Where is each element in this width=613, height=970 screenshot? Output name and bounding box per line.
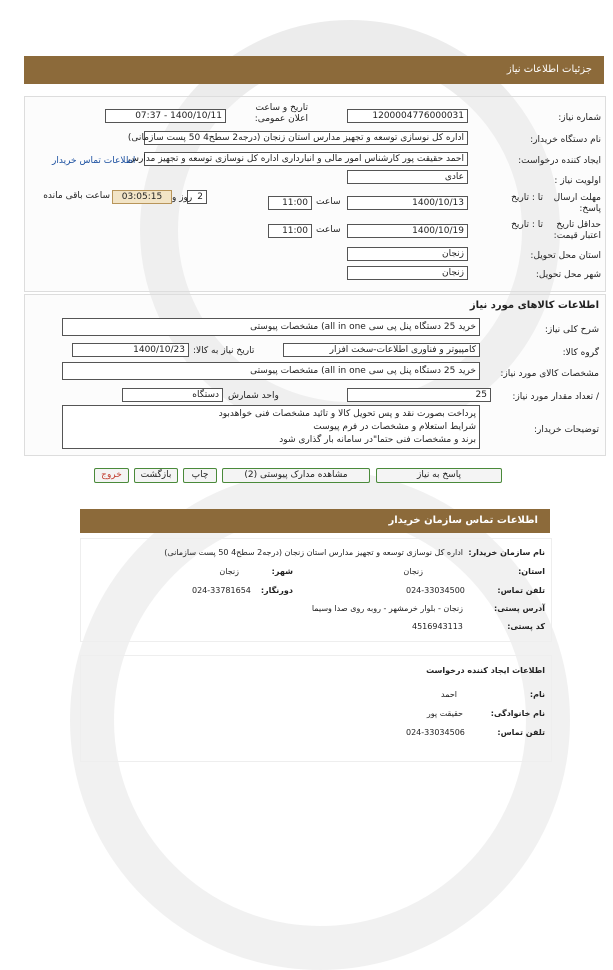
family-label: نام خانوادگی: <box>490 709 545 718</box>
deadline-time-label: ساعت <box>316 197 341 207</box>
creator-phone-label: تلفن تماس: <box>497 728 545 737</box>
print-button[interactable]: چاپ <box>183 468 217 483</box>
priority-label: اولویت نیاز : <box>554 176 601 186</box>
group-label: گروه کالا: <box>562 348 599 358</box>
postal-label: کد پستی: <box>507 622 545 631</box>
desc-line-3: برند و مشخصات فنی حتما"در سامانه بار گذاری شود <box>279 435 476 445</box>
city-contact-label: شهر: <box>271 567 293 576</box>
priority-field[interactable]: عادی <box>347 170 468 184</box>
group-field[interactable]: کامپیوتر و فناوری اطلاعات-سخت افزار <box>283 343 480 357</box>
goods-section-title: اطلاعات کالاهای مورد نیاز <box>469 300 599 311</box>
spec-field[interactable]: خرید 25 دستگاه پنل پی سی all in one) مشخصات پیوستی <box>62 362 480 380</box>
need-date-field[interactable]: 1400/10/23 <box>72 343 189 357</box>
org-label: نام سازمان خریدار: <box>468 548 545 557</box>
remaining-label: ساعت باقی مانده <box>43 191 110 201</box>
need-number-field[interactable]: 1200004776000031 <box>347 109 468 123</box>
announce-label: تاریخ و ساعت اعلان عمومی: <box>254 103 308 124</box>
city-contact-value: زنجان <box>219 567 239 576</box>
unit-label: واحد شمارش <box>228 391 279 401</box>
days-label: روز و <box>172 193 193 203</box>
address-value: زنجان - بلوار خرمشهر - روبه روی صدا وسیما <box>311 604 463 613</box>
deadline-to-label: تا : تاریخ <box>511 193 543 203</box>
page-header <box>24 56 604 84</box>
name-label: نام: <box>529 690 545 699</box>
deadline-date-field[interactable]: 1400/10/13 <box>347 196 468 210</box>
summary-label: شرح کلی نیاز: <box>544 325 599 335</box>
org-value: اداره کل نوسازی توسعه و تجهیز مدارس استان زنجان (درجه2 سطح4 50 پست سازمانی) <box>164 548 463 557</box>
desc-line-1: پرداخت بصورت نقد و پس تحویل کالا و تائید مشخصات فنی خواهدبود <box>218 409 476 419</box>
spec-label: مشخصات کالای مورد نیاز: <box>500 369 599 379</box>
validity-label: حداقل تاریخ اعتبار قیمت: <box>553 220 601 241</box>
announce-field[interactable]: 1400/10/11 - 07:37 <box>105 109 226 123</box>
creator-field[interactable]: احمد حقیقت پور کارشناس امور مالی و انبارداری اداره کل نوسازی توسعه و تجهیز مدارس <box>144 152 468 166</box>
need-number-label: شماره نیاز: <box>558 113 601 123</box>
desc-field[interactable] <box>62 405 480 449</box>
name-value: احمد <box>441 690 457 699</box>
exit-button[interactable]: خروج <box>94 468 129 483</box>
fax-label: دورنگار: <box>260 586 293 595</box>
deadline-time-field[interactable]: 11:00 <box>268 196 312 210</box>
validity-to-label: تا : تاریخ <box>511 220 543 230</box>
buyer-label: نام دستگاه خریدار: <box>530 135 601 145</box>
creator-section-title: اطلاعات ایجاد کننده درخواست <box>426 666 545 675</box>
deadline-label: مهلت ارسال پاسخ: <box>553 193 601 214</box>
reply-button[interactable]: پاسخ به نیاز <box>376 468 502 483</box>
city-field[interactable]: زنجان <box>347 266 468 280</box>
summary-field[interactable]: خرید 25 دستگاه پنل پی سی all in one) مشخصات پیوستی <box>62 318 480 336</box>
attachments-button[interactable]: مشاهده مدارک پیوستی (2) <box>222 468 370 483</box>
need-date-label: تاریخ نیاز به کالا: <box>193 346 255 356</box>
remaining-time-field: 03:05:15 <box>112 190 172 204</box>
days-field: 2 <box>187 190 207 204</box>
desc-label: توضیحات خریدار: <box>533 425 599 435</box>
family-value: حقیقت پور <box>426 709 463 718</box>
postal-value: 4516943113 <box>412 622 463 631</box>
desc-line-2: شرایط استعلام و مشخصات در فرم پیوست <box>313 422 476 432</box>
validity-date-field[interactable]: 1400/10/19 <box>347 224 468 238</box>
address-label: آدرس پستی: <box>494 604 545 613</box>
validity-time-label: ساعت <box>316 225 341 235</box>
creator-phone-value: 024-33034506 <box>406 728 465 737</box>
phone-value: 024-33034500 <box>406 586 465 595</box>
contact-buyer-link[interactable]: اطلاعات تماس خریدار <box>52 156 136 166</box>
qty-label: / تعداد مقدار مورد نیاز: <box>512 392 599 402</box>
city-label: شهر محل تحویل: <box>535 270 601 280</box>
qty-field[interactable]: 25 <box>347 388 491 402</box>
province-field[interactable]: زنجان <box>347 247 468 261</box>
back-button[interactable]: بازگشت <box>134 468 178 483</box>
province-contact-value: زنجان <box>403 567 423 576</box>
buyer-field[interactable]: اداره کل نوسازی توسعه و تجهیز مدارس استان زنجان (درجه2 سطح4 50 پست سازمانی) <box>144 131 468 145</box>
unit-field[interactable]: دستگاه <box>122 388 223 402</box>
header-title: جزئیات اطلاعات نیاز <box>506 64 592 75</box>
validity-time-field[interactable]: 11:00 <box>268 224 312 238</box>
province-label: استان محل تحویل: <box>530 251 601 261</box>
creator-label: ایجاد کننده درخواست: <box>518 156 601 166</box>
contact-header <box>80 509 550 533</box>
province-contact-label: استان: <box>518 567 545 576</box>
contact-header-title: اطلاعات تماس سازمان خریدار <box>388 515 538 526</box>
fax-value: 024-33781654 <box>192 586 251 595</box>
phone-label: تلفن تماس: <box>497 586 545 595</box>
